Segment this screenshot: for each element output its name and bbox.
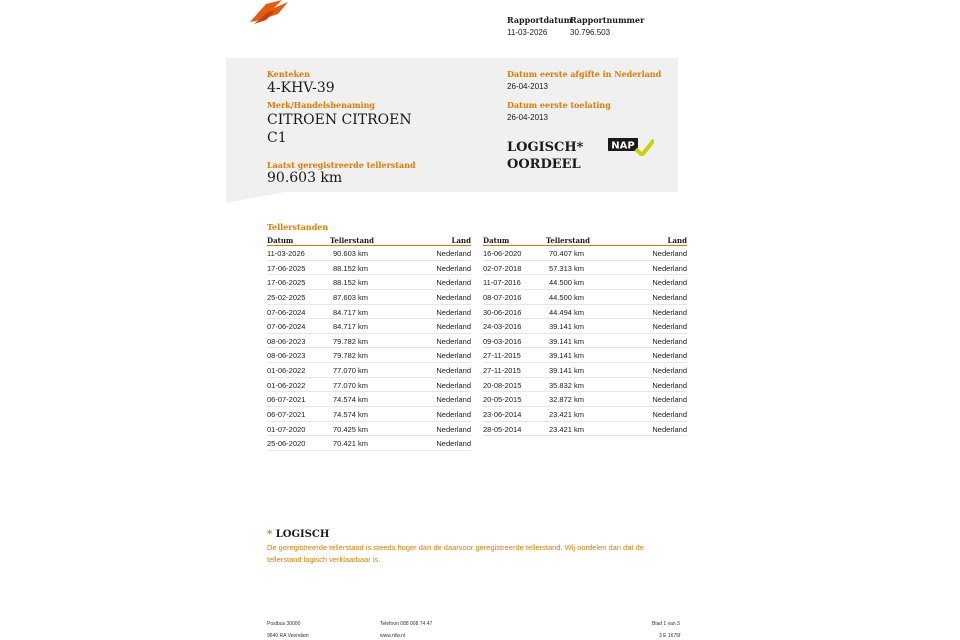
table-header (267, 236, 471, 246)
reading-date: 24-03-2016 (483, 322, 522, 332)
report-date-value: 11-03-2026 (507, 28, 548, 37)
first-issue-nl-value: 26-04-2013 (507, 82, 548, 91)
note-title-text: LOGISCH (275, 529, 330, 540)
table-row (267, 422, 471, 437)
table-row (483, 334, 687, 349)
footer-address-line2: 9640 RA Veendam (267, 633, 309, 639)
reading-date: 23-06-2014 (483, 410, 522, 420)
note-star: * (267, 529, 273, 540)
nap-logo-icon (608, 138, 654, 156)
table-row (483, 275, 687, 290)
col-date-header: Datum (483, 236, 510, 245)
reading-km: 79.782 km (333, 336, 369, 346)
reading-km: 88.152 km (333, 263, 369, 273)
reading-country: Nederland (436, 278, 471, 288)
vehicle-panel-tail (226, 192, 286, 203)
reading-country: Nederland (652, 366, 687, 376)
report-number-label: Rapportnummer (570, 15, 645, 25)
footer-website[interactable]: www.rdw.nl (380, 633, 406, 639)
first-admission-value: 26-04-2013 (507, 113, 548, 122)
reading-km: 39.141 km (549, 351, 585, 361)
reading-date: 08-06-2023 (267, 336, 306, 346)
reading-country: Nederland (652, 322, 687, 332)
table-row (267, 305, 471, 320)
plate-label: Kenteken (267, 69, 310, 79)
reading-date: 11-03-2026 (267, 249, 305, 258)
table-row (483, 319, 687, 334)
report-date-label: Rapportdatum (507, 15, 573, 25)
note-text: De geregistreerde tellerstand is steeds hoger dan de daarvoor geregistreerde tellerstand. Wij oordelen dan dat de tellerstand logisch verklaarbaar is. (267, 543, 644, 564)
reading-km: 39.141 km (549, 322, 585, 332)
table-row (267, 392, 471, 407)
table-row (483, 290, 687, 305)
logisch-note (267, 529, 667, 566)
reading-country: Nederland (652, 351, 687, 361)
footer-phone: Telefoon 088 008 74 47 (380, 621, 433, 627)
reading-km: 39.141 km (549, 336, 585, 346)
table-row (483, 392, 687, 407)
table-row (267, 436, 471, 451)
readings-table-right (483, 236, 687, 436)
table-row (483, 363, 687, 378)
last-odometer-label: Laatst geregistreerde tellerstand (267, 160, 416, 170)
reading-country: Nederland (436, 439, 471, 449)
col-country-header: Land (667, 236, 687, 245)
reading-km: 23.421 km (549, 410, 585, 420)
table-row (483, 378, 687, 393)
report-number-value: 30.796.503 (570, 28, 611, 37)
reading-date: 06-07-2021 (267, 395, 306, 405)
reading-country: Nederland (652, 395, 687, 405)
reading-date: 07-06-2024 (267, 322, 306, 332)
reading-country: Nederland (652, 410, 687, 420)
footer-address-line1: Postbus 30000 (267, 621, 301, 627)
reading-km: 44.500 km (549, 278, 585, 288)
col-odometer-header: Tellerstand (546, 236, 591, 245)
reading-date: 07-06-2024 (267, 307, 306, 317)
reading-date: 08-06-2023 (267, 351, 306, 361)
reading-country: Nederland (436, 424, 471, 434)
reading-km: 74.574 km (333, 410, 369, 420)
reading-km: 70.421 km (333, 439, 369, 449)
readings-title: Tellerstanden (267, 222, 329, 232)
report-number-block (570, 15, 644, 37)
table-row (483, 348, 687, 363)
reading-date: 25-06-2020 (267, 439, 306, 449)
table-row (483, 407, 687, 422)
reading-km: 70.425 km (333, 424, 369, 434)
reading-km: 84.717 km (333, 307, 369, 317)
reading-km: 90.603 km (333, 249, 369, 258)
reading-date: 06-07-2021 (267, 410, 306, 420)
reading-date: 01-06-2022 (267, 380, 306, 390)
reading-country: Nederland (436, 395, 471, 405)
reading-country: Nederland (436, 322, 471, 332)
col-odometer-header: Tellerstand (330, 236, 375, 245)
reading-date: 27-11-2015 (483, 366, 521, 376)
reading-km: 39.141 km (549, 366, 585, 376)
reading-km: 84.717 km (333, 322, 369, 332)
verdict-line2: OORDEEL (507, 157, 581, 172)
reading-country: Nederland (652, 278, 687, 288)
col-date-header: Datum (267, 236, 294, 245)
verdict (507, 139, 583, 173)
reading-date: 01-06-2022 (267, 366, 306, 376)
reading-country: Nederland (652, 249, 687, 258)
reading-country: Nederland (436, 263, 471, 273)
table-row (483, 305, 687, 320)
reading-country: Nederland (436, 307, 471, 317)
reading-km: 32.872 km (549, 395, 585, 405)
reading-km: 35.832 km (549, 380, 585, 390)
reading-date: 20-05-2015 (483, 395, 522, 405)
readings-table-left (267, 236, 471, 451)
reading-km: 87.603 km (333, 292, 369, 302)
reading-km: 70.407 km (549, 249, 585, 258)
reading-date: 25-02-2025 (267, 292, 306, 302)
table-row (267, 334, 471, 349)
table-row (483, 422, 687, 437)
reading-km: 44.500 km (549, 292, 585, 302)
rdw-logo-icon (248, 0, 338, 26)
reading-date: 30-06-2016 (483, 307, 522, 317)
reading-date: 20-08-2015 (483, 380, 522, 390)
last-odometer-value: 90.603 km (267, 170, 343, 186)
table-row (483, 261, 687, 276)
make-model-line1: CITROEN CITROEN (267, 112, 412, 128)
reading-date: 16-06-2020 (483, 249, 522, 258)
reading-km: 23.421 km (549, 424, 585, 434)
table-row (267, 348, 471, 363)
plate-value: 4-KHV-39 (267, 80, 335, 96)
col-country-header: Land (451, 236, 471, 245)
table-row (267, 319, 471, 334)
note-title (267, 529, 667, 540)
reading-country: Nederland (436, 380, 471, 390)
reading-country: Nederland (436, 336, 471, 346)
reading-date: 17-06-2025 (267, 278, 306, 288)
reading-country: Nederland (652, 263, 687, 273)
table-row (267, 246, 471, 261)
footer-code: 3 E 1675f (659, 633, 681, 639)
report-date-block (507, 15, 572, 37)
verdict-line1: LOGISCH* (507, 140, 584, 155)
reading-date: 09-03-2016 (483, 336, 522, 346)
reading-date: 28-05-2014 (483, 424, 522, 434)
reading-km: 74.574 km (333, 395, 369, 405)
reading-country: Nederland (652, 336, 687, 346)
table-row (267, 261, 471, 276)
make-model-line2: C1 (267, 130, 287, 146)
reading-country: Nederland (436, 249, 471, 258)
table-header (483, 236, 687, 246)
reading-date: 02-07-2018 (483, 263, 522, 273)
table-row (483, 246, 687, 261)
reading-country: Nederland (652, 292, 687, 302)
reading-km: 44.494 km (549, 307, 585, 317)
reading-country: Nederland (652, 380, 687, 390)
table-row (267, 290, 471, 305)
reading-country: Nederland (436, 366, 471, 376)
reading-km: 79.782 km (333, 351, 369, 361)
reading-country: Nederland (436, 410, 471, 420)
reading-date: 17-06-2025 (267, 263, 306, 273)
first-admission-label: Datum eerste toelating (507, 100, 611, 110)
footer-page: Blad 1 van 3 (652, 621, 680, 627)
reading-country: Nederland (652, 424, 687, 434)
reading-date: 08-07-2016 (483, 292, 522, 302)
reading-country: Nederland (436, 292, 471, 302)
reading-country: Nederland (652, 307, 687, 317)
first-issue-nl-label: Datum eerste afgifte in Nederland (507, 69, 662, 79)
table-row (267, 363, 471, 378)
reading-km: 77.070 km (333, 380, 369, 390)
table-row (267, 275, 471, 290)
make-model-label: Merk/Handelsbenaming (267, 100, 376, 110)
reading-km: 77.070 km (333, 366, 369, 376)
reading-date: 11-07-2016 (483, 278, 521, 288)
reading-km: 88.152 km (333, 278, 369, 288)
reading-date: 27-11-2015 (483, 351, 521, 361)
reading-country: Nederland (436, 351, 471, 361)
table-row (267, 407, 471, 422)
reading-date: 01-07-2020 (267, 424, 306, 434)
table-row (267, 378, 471, 393)
reading-km: 57.313 km (549, 263, 585, 273)
nap-logo-text: NAP (611, 140, 635, 152)
